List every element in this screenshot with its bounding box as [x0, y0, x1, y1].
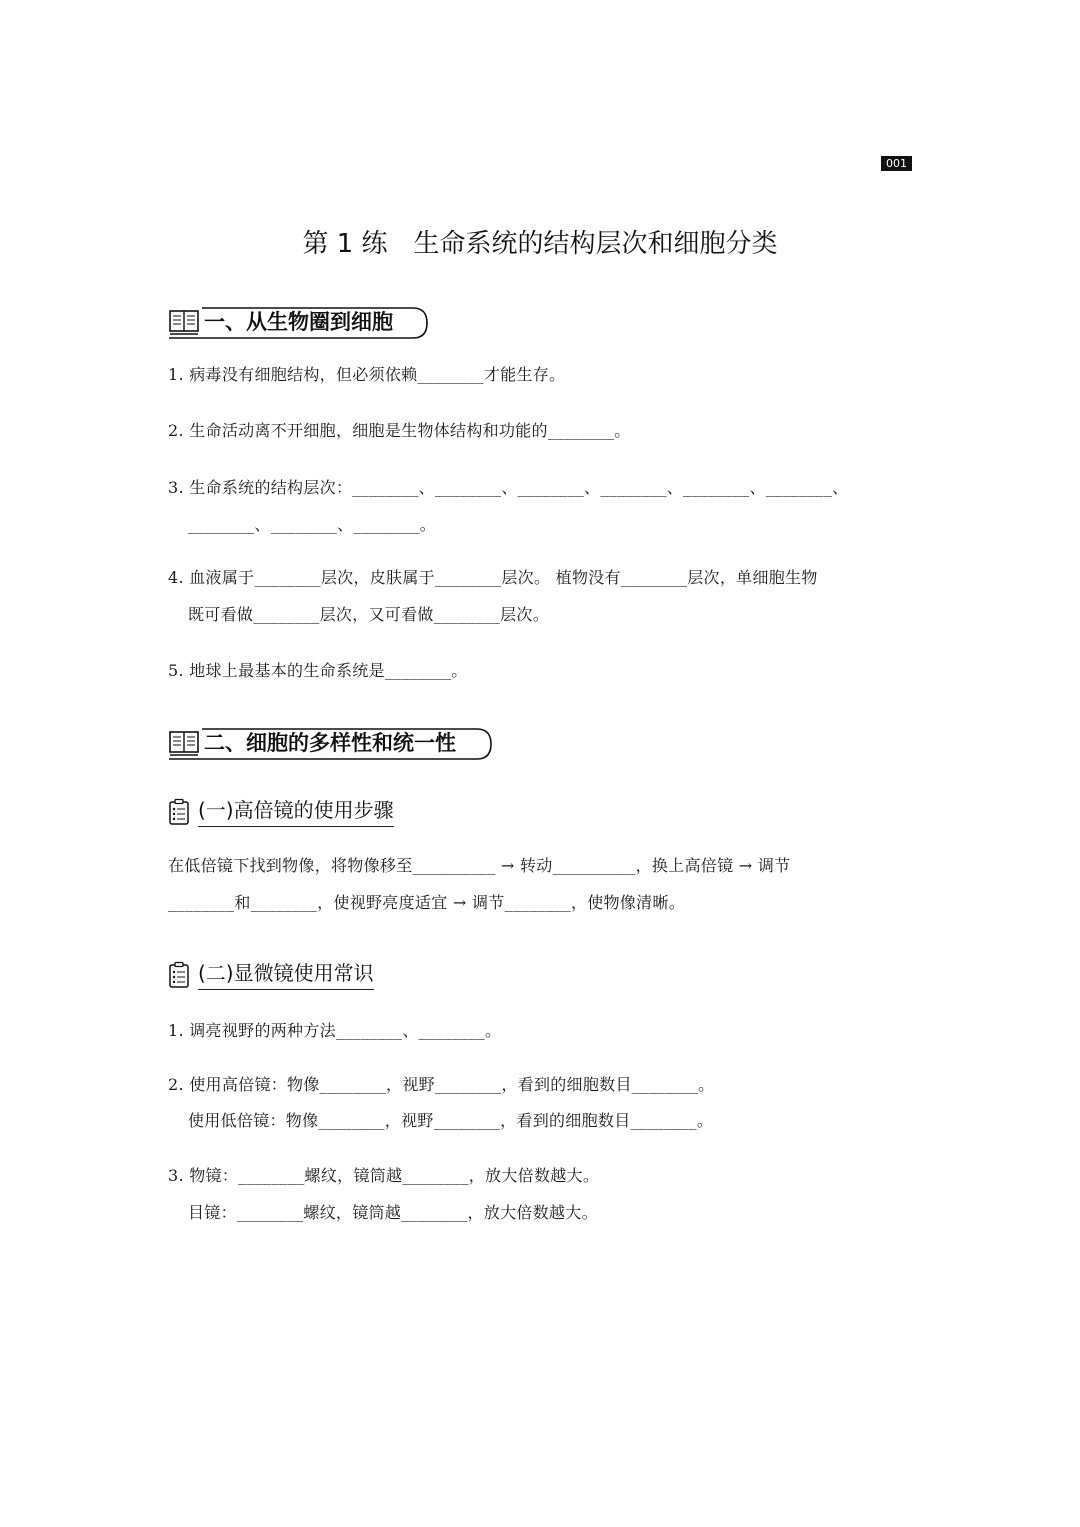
s1-line-1: 1. 病毒没有细胞结构，但必须依赖________才能生存。	[168, 365, 566, 384]
page-title: 第 1 练 生命系统的结构层次和细胞分类	[302, 229, 778, 259]
clipboard-icon	[168, 961, 190, 989]
s2-sub1-line-2: ________和________，使视野亮度适宜 → 调节________，使物像清晰。	[168, 893, 686, 912]
book-icon	[168, 727, 202, 759]
sub-header-2	[168, 959, 418, 991]
book-icon	[168, 306, 202, 338]
sub-1-heading: (一)高倍镜的使用步骤	[198, 796, 394, 827]
section-header-2	[168, 727, 494, 761]
section-header-1	[168, 306, 430, 340]
section-1-heading: 一、从生物圈到细胞	[204, 310, 393, 334]
s2-sub2-line-3b: 目镜：________螺纹，镜筒越________，放大倍数越大。	[188, 1203, 598, 1222]
s2-sub2-line-2a: 2. 使用高倍镜：物像________，视野________，看到的细胞数目________。	[168, 1075, 715, 1094]
sub-2-heading: (二)显微镜使用常识	[198, 959, 374, 990]
s1-line-4b: 既可看做________层次，又可看做________层次。	[188, 605, 550, 624]
s2-sub2-line-2b: 使用低倍镜：物像________，视野________，看到的细胞数目________。	[188, 1111, 714, 1130]
s2-sub2-line-3a: 3. 物镜：________螺纹，镜筒越________，放大倍数越大。	[168, 1166, 600, 1185]
page-number: 001	[881, 156, 912, 171]
s1-line-2: 2. 生命活动离不开细胞，细胞是生物体结构和功能的________。	[168, 421, 631, 440]
s2-sub2-line-1: 1. 调亮视野的两种方法________、________。	[168, 1021, 502, 1040]
s1-line-3b: ________、________、________。	[188, 515, 437, 534]
s1-line-5: 5. 地球上最基本的生命系统是________。	[168, 661, 468, 680]
sub-header-1	[168, 796, 438, 828]
s2-sub1-line-1: 在低倍镜下找到物像，将物像移至__________ → 转动__________，换上高倍镜 → 调节	[168, 856, 791, 875]
section-2-heading: 二、细胞的多样性和统一性	[204, 731, 456, 755]
s1-line-3a: 3. 生命系统的结构层次：________、________、________、________、________、________、	[168, 478, 849, 497]
s1-line-4a: 4. 血液属于________层次，皮肤属于________层次。 植物没有________层次，单细胞生物	[168, 568, 818, 587]
clipboard-icon	[168, 798, 190, 826]
